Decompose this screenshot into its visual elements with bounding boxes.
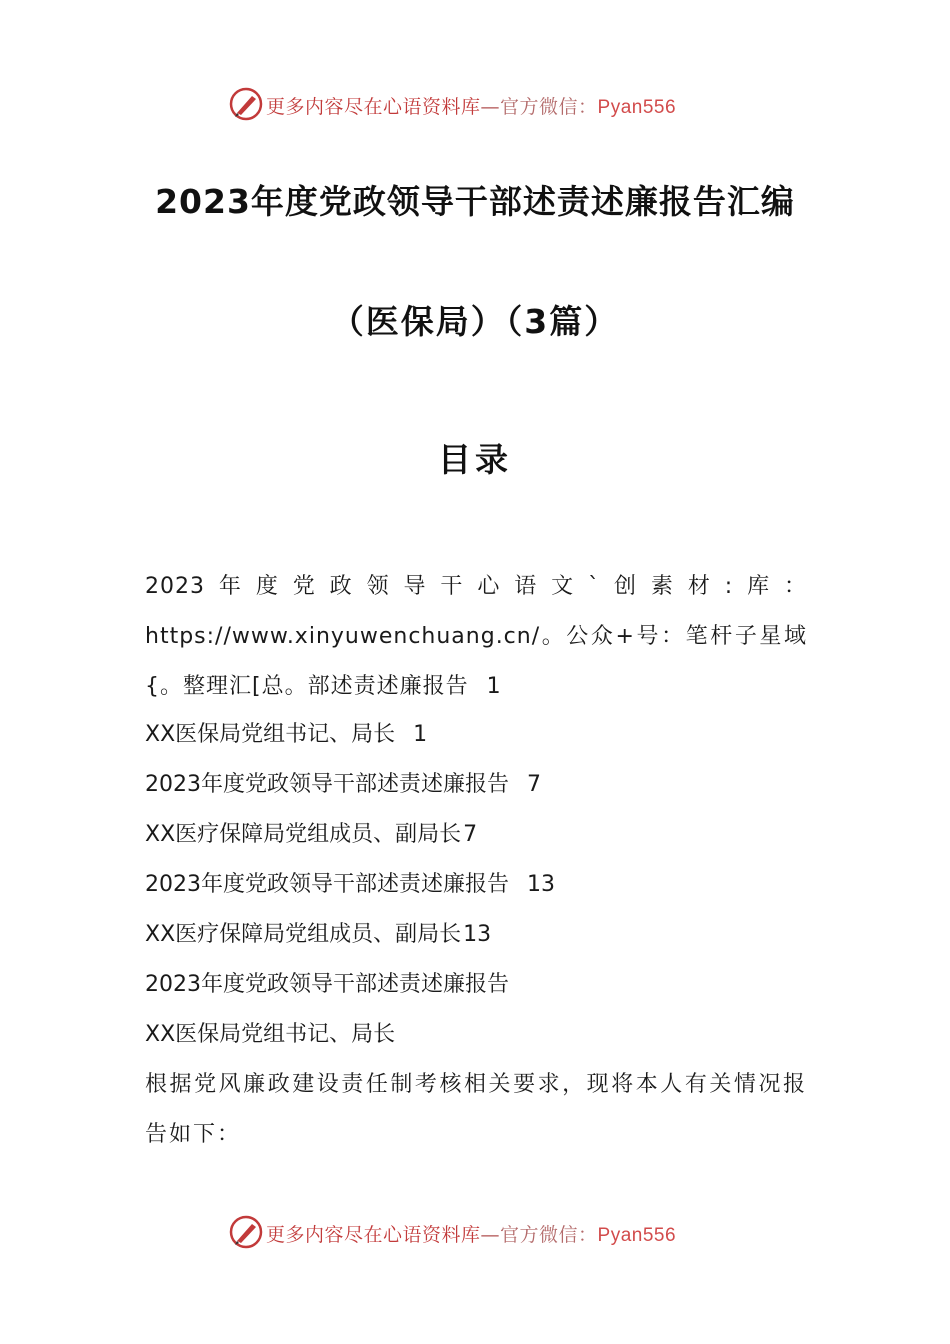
- banner-wechat-id: Pyan556: [597, 97, 677, 118]
- toc-entry-page: 7: [463, 822, 478, 847]
- banner-slogan: 更多内容尽在心语资料库: [266, 96, 481, 118]
- toc-entry: [145, 710, 807, 760]
- toc-entry-text: 2023年度党政领导干部述责述廉报告: [145, 772, 509, 797]
- banner-separator: —: [480, 96, 501, 118]
- toc-entry-text: XX医疗保障局党组成员、副局长: [145, 822, 462, 847]
- banner-slogan: 更多内容尽在心语资料库: [266, 1224, 481, 1246]
- toc-entry: [145, 810, 807, 860]
- toc-first-entry: [145, 562, 807, 712]
- toc-first-entry-page: 1: [486, 674, 502, 699]
- pen-logo-icon: [228, 1214, 264, 1250]
- banner-wechat-id: Pyan556: [597, 1225, 677, 1246]
- footer-banner: [0, 1212, 950, 1252]
- toc-entry: [145, 960, 807, 1010]
- toc-entry: [145, 1010, 807, 1060]
- banner-text: [266, 1220, 676, 1247]
- toc-list: [145, 710, 807, 1060]
- toc-entry: [145, 860, 807, 910]
- toc-entry-text: XX医保局党组书记、局长: [145, 722, 396, 747]
- banner-separator: —: [480, 1224, 501, 1246]
- toc-entry-page: 13: [463, 922, 492, 947]
- toc-entry-text: 2023年度党政领导干部述责述廉报告: [145, 872, 509, 897]
- banner-text: [266, 92, 676, 119]
- toc-entry-text: XX医保局党组书记、局长: [145, 1022, 396, 1047]
- body-intro-paragraph: 根据党风廉政建设责任制考核相关要求，现将本人有关情况报告如下：: [145, 1072, 807, 1147]
- toc-heading: 目录: [438, 440, 512, 479]
- banner-wechat-label: 官方微信：: [500, 96, 598, 118]
- document-subtitle: （医保局）（3篇）: [330, 302, 620, 341]
- pen-logo-icon: [228, 86, 264, 122]
- toc-entry: [145, 910, 807, 960]
- toc-entry-page: 13: [527, 872, 555, 897]
- banner-wechat-label: 官方微信：: [500, 1224, 598, 1246]
- toc-first-entry-text: 2023年度党政领导干心语文`创素材:库：https://www.xinyuwenchuang.cn/。公众+号：笔杆子星域{。整理汇[总。部述责述廉报告: [145, 574, 807, 699]
- toc-entry-text: XX医疗保障局党组成员、副局长: [145, 922, 462, 947]
- header-banner: [0, 84, 950, 124]
- toc-entry-page: 1: [413, 722, 428, 747]
- toc-entry-page: 7: [527, 772, 541, 797]
- document-title: 2023年度党政领导干部述责述廉报告汇编: [155, 182, 795, 221]
- toc-entry-text: 2023年度党政领导干部述责述廉报告: [145, 972, 509, 997]
- toc-entry: [145, 760, 807, 810]
